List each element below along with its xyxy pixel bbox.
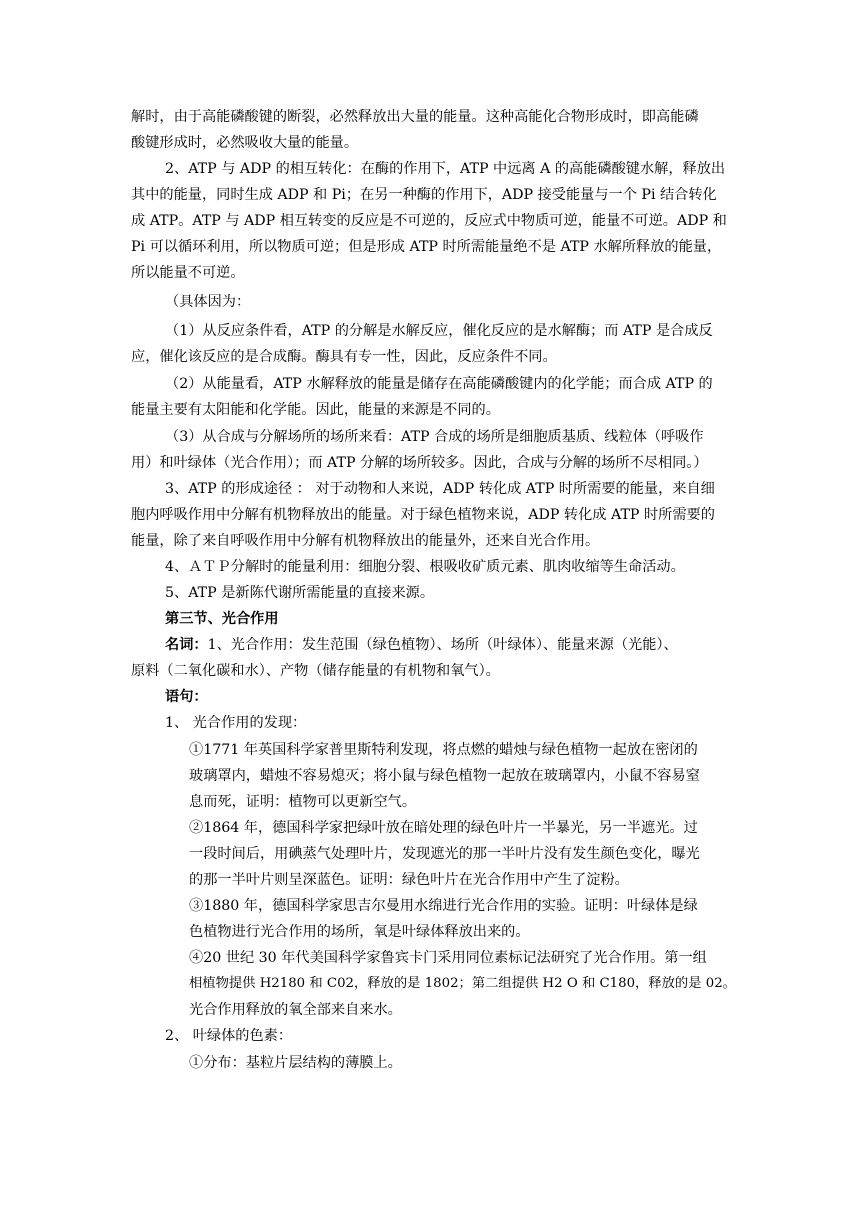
text-line: 2、 叶绿体的色素： — [165, 1028, 293, 1044]
text-line: 酸键形成时，必然吸收大量的能量。 — [131, 135, 359, 151]
text-line: 胞内呼吸作用中分解有机物释放出的能量。对于绿色植物来说，ADP 转化成 ATP 时所需要的 — [131, 507, 715, 523]
text-line: ①1771 年英国科学家普里斯特利发现，将点燃的蜡烛与绿色植物一起放在密闭的 — [189, 742, 698, 758]
text-line: 相植物提供 H2180 和 C02，释放的是 1802；第二组提供 H2 O 和 C180，释放的是 02。 — [189, 976, 736, 991]
text-line: 光合作用释放的氧全部来自来水。 — [189, 1002, 402, 1018]
text-line: （2）从能量看，ATP 水解释放的能量是储存在高能磷酸键内的化学能；而合成 ATP 的 — [165, 376, 713, 392]
text-line: ④20 世纪 30 年代美国科学家鲁宾卡门采用同位素标记法研究了光合作用。第一组 — [189, 950, 707, 966]
text-line: 应，催化该反应的是合成酶。酶具有专一性，因此，反应条件不同。 — [131, 349, 557, 365]
term-line — [165, 635, 678, 655]
text-line: 的那一半叶片则呈深蓝色。证明：绿色叶片在光合作用中产生了淀粉。 — [189, 872, 629, 888]
term-label: 名词： — [165, 637, 208, 653]
text-line: 3、ATP 的形成途径 ： 对于动物和人来说，ADP 转化成 ATP 时所需要的能量，来自细 — [165, 481, 715, 497]
text-line: 能量，除了来自呼吸作用中分解有机物释放出的能量外，还来自光合作用。 — [131, 533, 600, 549]
subheading: 语句： — [165, 689, 208, 705]
text-line: ①分布：基粒片层结构的薄膜上。 — [189, 1055, 402, 1071]
text-line: 所以能量不可逆。 — [131, 265, 245, 281]
text-line: ③1880 年，德国科学家思吉尔曼用水绵进行光合作用的实验。证明：叶绿体是绿 — [189, 898, 698, 914]
text-line: 1、 光合作用的发现： — [165, 715, 307, 731]
text-line: 解时，由于高能磷酸键的断裂，必然释放出大量的能量。这种高能化合物形成时，即高能磷 — [131, 109, 699, 125]
text-line: 色植物进行光合作用的场所，氧是叶绿体释放出来的。 — [189, 924, 530, 940]
text-line: ②1864 年，德国科学家把绿叶放在暗处理的绿色叶片一半暴光，另一半遮光。过 — [189, 820, 698, 836]
text-line: 2、ATP 与 ADP 的相互转化：在酶的作用下，ATP 中远离 A 的高能磷酸键水解，释放出 — [165, 161, 726, 177]
text-line: 能量主要有太阳能和化学能。因此，能量的来源是不同的。 — [131, 402, 500, 418]
text-line: （3）从合成与分解场所的场所来看：ATP 合成的场所是细胞质基质、线粒体（呼吸作 — [165, 429, 704, 445]
text-line: 玻璃罩内，蜡烛不容易熄灭；将小鼠与绿色植物一起放在玻璃罩内，小鼠不容易窒 — [189, 768, 700, 784]
text-line: 用）和叶绿体（光合作用）；而 ATP 分解的场所较多。因此，合成与分解的场所不尽相同。） — [131, 455, 708, 471]
text-line: 一段时间后，用碘蒸气处理叶片，发现遮光的那一半叶片没有发生颜色变化，曝光 — [189, 846, 700, 862]
text-line: 息而死，证明：植物可以更新空气。 — [189, 794, 417, 810]
section-heading: 第三节、光合作用 — [165, 611, 279, 627]
text-line: 成 ATP。ATP 与 ADP 相互转变的反应是不可逆的，反应式中物质可逆，能量不可逆。ADP 和 — [131, 213, 727, 229]
text-line: （具体因为： — [165, 294, 251, 310]
text-line: 4、ＡＴＰ分解时的能量利用：细胞分裂、根吸收矿质元素、肌肉收缩等生命活动。 — [165, 559, 685, 575]
text-line: （1）从反应条件看，ATP 的分解是水解反应，催化反应的是水解酶；而 ATP 是合成反 — [165, 323, 713, 339]
text-line: 原料（二氧化碳和水）、产物（储存能量的有机物和氧气）。 — [131, 663, 500, 679]
text-line: 其中的能量，同时生成 ADP 和 Pi；在另一种酶的作用下，ADP 接受能量与一个 Pi 结合转化 — [131, 187, 717, 203]
text-line: Pi 可以循环利用，所以物质可逆；但是形成 ATP 时所需能量绝不是 ATP 水解所释放的能量， — [131, 239, 722, 255]
term-text: 1、光合作用：发生范围（绿色植物）、场所（叶绿体）、能量来源（光能）、 — [207, 637, 678, 653]
text-line: 5、ATP 是新陈代谢所需能量的直接来源。 — [165, 585, 435, 601]
